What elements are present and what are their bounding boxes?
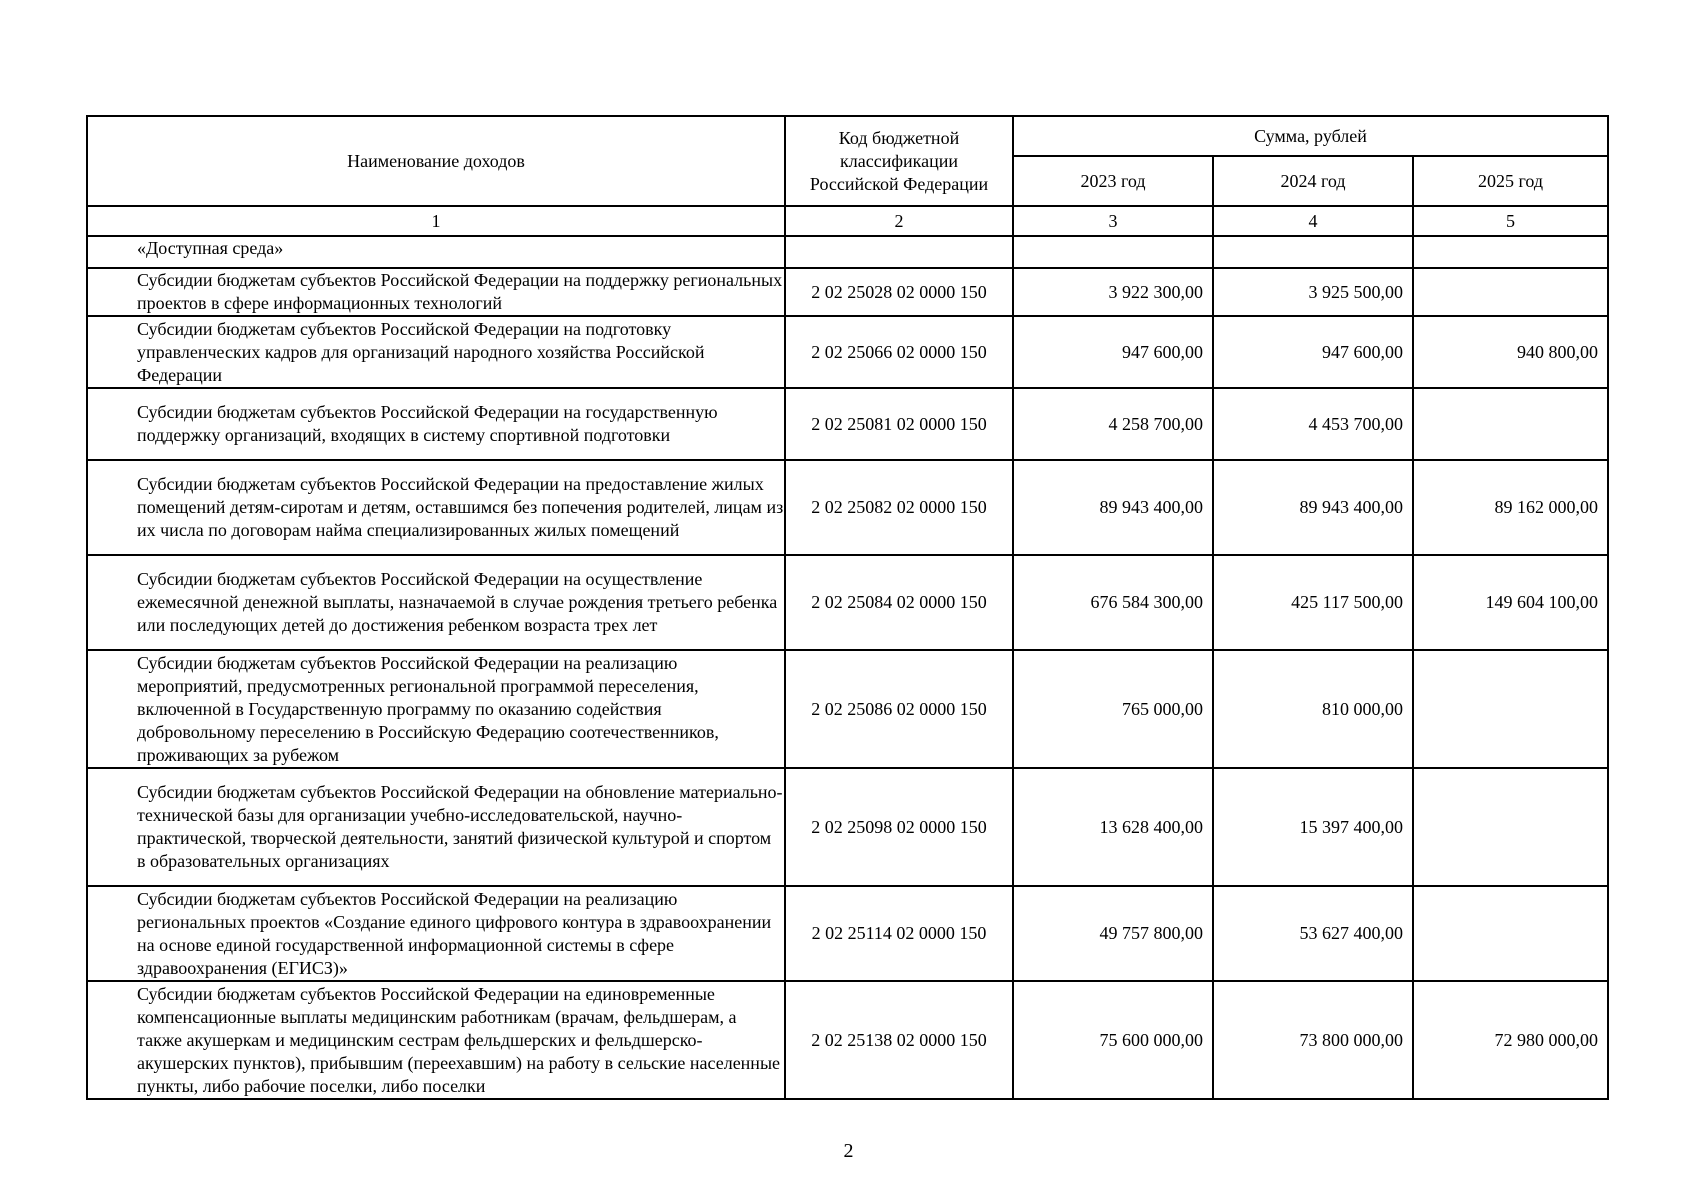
amount-2023: 49 757 800,00 [1013,886,1213,981]
budget-code: 2 02 25138 02 0000 150 [785,981,1013,1099]
revenue-name: Субсидии бюджетам субъектов Российской Федерации на поддержку региональных проектов в сфере информационных технологий [87,268,785,316]
amount-2025 [1413,268,1608,316]
revenue-name: Субсидии бюджетам субъектов Российской Федерации на реализацию региональных проектов «Создание единого цифрового контура в здравоохранении на основе единой государственной информационной системы в сфере здравоохранения (ЕГИСЗ)» [87,886,785,981]
budget-code: 2 02 25084 02 0000 150 [785,555,1013,650]
amount-2023: 676 584 300,00 [1013,555,1213,650]
header-year-2023: 2023 год [1013,156,1213,206]
table-row [87,268,1608,316]
amount-2024: 15 397 400,00 [1213,768,1413,886]
revenue-name: Субсидии бюджетам субъектов Российской Федерации на подготовку управленческих кадров для организаций народного хозяйства Российской Федерации [87,316,785,388]
amount-2025 [1413,768,1608,886]
header-year-2024: 2024 год [1213,156,1413,206]
amount-2025: 89 162 000,00 [1413,460,1608,555]
amount-2023: 3 922 300,00 [1013,268,1213,316]
table-row [87,555,1608,650]
revenue-name: Субсидии бюджетам субъектов Российской Федерации на предоставление жилых помещений детям-сиротам и детям, оставшимся без попечения родителей, лицам из их числа по договорам найма специализированных жилых помещений [87,460,785,555]
amount-2024: 89 943 400,00 [1213,460,1413,555]
revenue-name: Субсидии бюджетам субъектов Российской Федерации на реализацию мероприятий, предусмотренных региональной программой переселения, включенной в Государственную программу по оказанию содействия добровольному переселению в Российскую Федерацию соотечественников, проживающих за рубежом [87,650,785,768]
revenue-table [86,115,1609,1100]
amount-2025: 72 980 000,00 [1413,981,1608,1099]
header-sum: Сумма, рублей [1013,116,1608,156]
amount-2024: 3 925 500,00 [1213,268,1413,316]
table-row [87,981,1608,1099]
header-name: Наименование доходов [87,116,785,206]
amount-2024: 73 800 000,00 [1213,981,1413,1099]
header-year-2025: 2025 год [1413,156,1608,206]
budget-code: 2 02 25081 02 0000 150 [785,388,1013,460]
budget-code: 2 02 25098 02 0000 150 [785,768,1013,886]
amount-2023: 75 600 000,00 [1013,981,1213,1099]
column-number: 1 [87,206,785,236]
budget-code: 2 02 25028 02 0000 150 [785,268,1013,316]
amount-2025: 149 604 100,00 [1413,555,1608,650]
amount-2023 [1013,236,1213,268]
table-row [87,886,1608,981]
amount-2023: 89 943 400,00 [1013,460,1213,555]
amount-2024: 947 600,00 [1213,316,1413,388]
revenue-name: Субсидии бюджетам субъектов Российской Федерации на государственную поддержку организаций, входящих в систему спортивной подготовки [87,388,785,460]
amount-2023: 765 000,00 [1013,650,1213,768]
table-row [87,650,1608,768]
table-row [87,768,1608,886]
table-row [87,388,1608,460]
budget-code: 2 02 25114 02 0000 150 [785,886,1013,981]
table-row [87,460,1608,555]
amount-2025 [1413,236,1608,268]
amount-2024: 4 453 700,00 [1213,388,1413,460]
page-number: 2 [843,1140,854,1162]
amount-2025 [1413,388,1608,460]
budget-code: 2 02 25066 02 0000 150 [785,316,1013,388]
table-header-row [87,116,1608,156]
amount-2025 [1413,650,1608,768]
amount-2024: 53 627 400,00 [1213,886,1413,981]
amount-2025 [1413,886,1608,981]
table-row [87,316,1608,388]
column-number: 3 [1013,206,1213,236]
revenue-name: «Доступная среда» [87,236,785,268]
budget-code [785,236,1013,268]
column-number: 4 [1213,206,1413,236]
column-number: 5 [1413,206,1608,236]
header-code: Код бюджетной классификации Российской Федерации [785,116,1013,206]
amount-2023: 947 600,00 [1013,316,1213,388]
amount-2024: 425 117 500,00 [1213,555,1413,650]
revenue-name: Субсидии бюджетам субъектов Российской Федерации на обновление материально-технической базы для организации учебно-исследовательской, научно-практической, творческой деятельности, занятий физической культурой и спортом в образовательных организациях [87,768,785,886]
revenue-name: Субсидии бюджетам субъектов Российской Федерации на единовременные компенсационные выплаты медицинским работникам (врачам, фельдшерам, а также акушеркам и медицинским сестрам фельдшерских и фельдшерско-акушерских пунктов), прибывшим (переехавшим) на работу в сельские населенные пункты, либо рабочие поселки, либо поселки [87,981,785,1099]
revenue-name: Субсидии бюджетам субъектов Российской Федерации на осуществление ежемесячной денежной выплаты, назначаемой в случае рождения третьего ребенка или последующих детей до достижения ребенком возраста трех лет [87,555,785,650]
amount-2023: 4 258 700,00 [1013,388,1213,460]
table-row [87,236,1608,268]
column-numbers-row [87,206,1608,236]
budget-code: 2 02 25082 02 0000 150 [785,460,1013,555]
amount-2024: 810 000,00 [1213,650,1413,768]
amount-2023: 13 628 400,00 [1013,768,1213,886]
amount-2024 [1213,236,1413,268]
amount-2025: 940 800,00 [1413,316,1608,388]
budget-code: 2 02 25086 02 0000 150 [785,650,1013,768]
column-number: 2 [785,206,1013,236]
